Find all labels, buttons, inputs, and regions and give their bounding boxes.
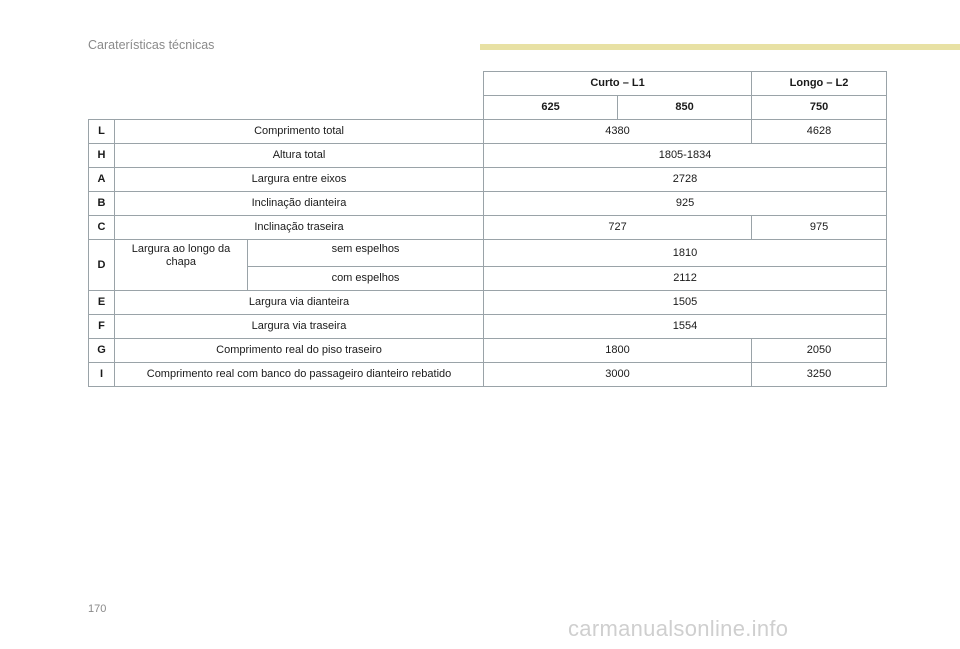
header-accent-bar <box>480 44 960 50</box>
row-letter: D <box>89 240 115 291</box>
row-value-curto: 3000 <box>484 363 752 387</box>
row-value: 2728 <box>484 168 887 192</box>
row-value-longo: 2050 <box>752 339 887 363</box>
row-value-longo: 4628 <box>752 120 887 144</box>
row-letter: C <box>89 216 115 240</box>
row-value: 2112 <box>484 267 887 291</box>
row-label: Largura via traseira <box>115 315 484 339</box>
watermark: carmanualsonline.info <box>568 616 789 641</box>
row-value: 1805-1834 <box>484 144 887 168</box>
row-letter: G <box>89 339 115 363</box>
header-blank-cell <box>89 72 484 96</box>
row-letter: H <box>89 144 115 168</box>
row-value: 1505 <box>484 291 887 315</box>
variant-header-850: 850 <box>618 96 752 120</box>
subheader-blank-cell <box>89 96 484 120</box>
row-value-curto: 1800 <box>484 339 752 363</box>
table-row <box>89 120 887 144</box>
row-letter: F <box>89 315 115 339</box>
table-row <box>89 339 887 363</box>
row-label: Comprimento real do piso traseiro <box>115 339 484 363</box>
row-label: Altura total <box>115 144 484 168</box>
row-letter: L <box>89 120 115 144</box>
table-row <box>89 363 887 387</box>
table-row <box>89 168 887 192</box>
section-title: Caraterísticas técnicas <box>88 38 215 52</box>
row-letter: E <box>89 291 115 315</box>
variant-header-750: 750 <box>752 96 887 120</box>
row-letter: I <box>89 363 115 387</box>
row-label: Largura via dianteira <box>115 291 484 315</box>
row-value-longo: 975 <box>752 216 887 240</box>
row-label: Comprimento real com banco do passageiro dianteiro rebatido <box>115 363 484 387</box>
row-sublabel: sem espelhos <box>248 240 484 267</box>
table-row <box>89 144 887 168</box>
row-value-curto: 4380 <box>484 120 752 144</box>
table-row <box>89 240 887 267</box>
row-label: Comprimento total <box>115 120 484 144</box>
table-row <box>89 291 887 315</box>
row-label: Inclinação dianteira <box>115 192 484 216</box>
variant-header-625: 625 <box>484 96 618 120</box>
row-letter: A <box>89 168 115 192</box>
row-value-longo: 3250 <box>752 363 887 387</box>
row-value: 925 <box>484 192 887 216</box>
table-row <box>89 315 887 339</box>
dimensions-table <box>88 71 887 387</box>
table-subheader-row <box>89 96 887 120</box>
row-value-curto: 727 <box>484 216 752 240</box>
row-value: 1554 <box>484 315 887 339</box>
header-curto-l1: Curto – L1 <box>484 72 752 96</box>
row-sublabel: com espelhos <box>248 267 484 291</box>
row-value: 1810 <box>484 240 887 267</box>
row-label: Largura ao longo da chapa <box>115 240 248 291</box>
row-label: Largura entre eixos <box>115 168 484 192</box>
header-longo-l2: Longo – L2 <box>752 72 887 96</box>
table-header-row <box>89 72 887 96</box>
row-label: Inclinação traseira <box>115 216 484 240</box>
row-letter: B <box>89 192 115 216</box>
table-row <box>89 192 887 216</box>
page-number: 170 <box>88 603 107 615</box>
table-row <box>89 216 887 240</box>
